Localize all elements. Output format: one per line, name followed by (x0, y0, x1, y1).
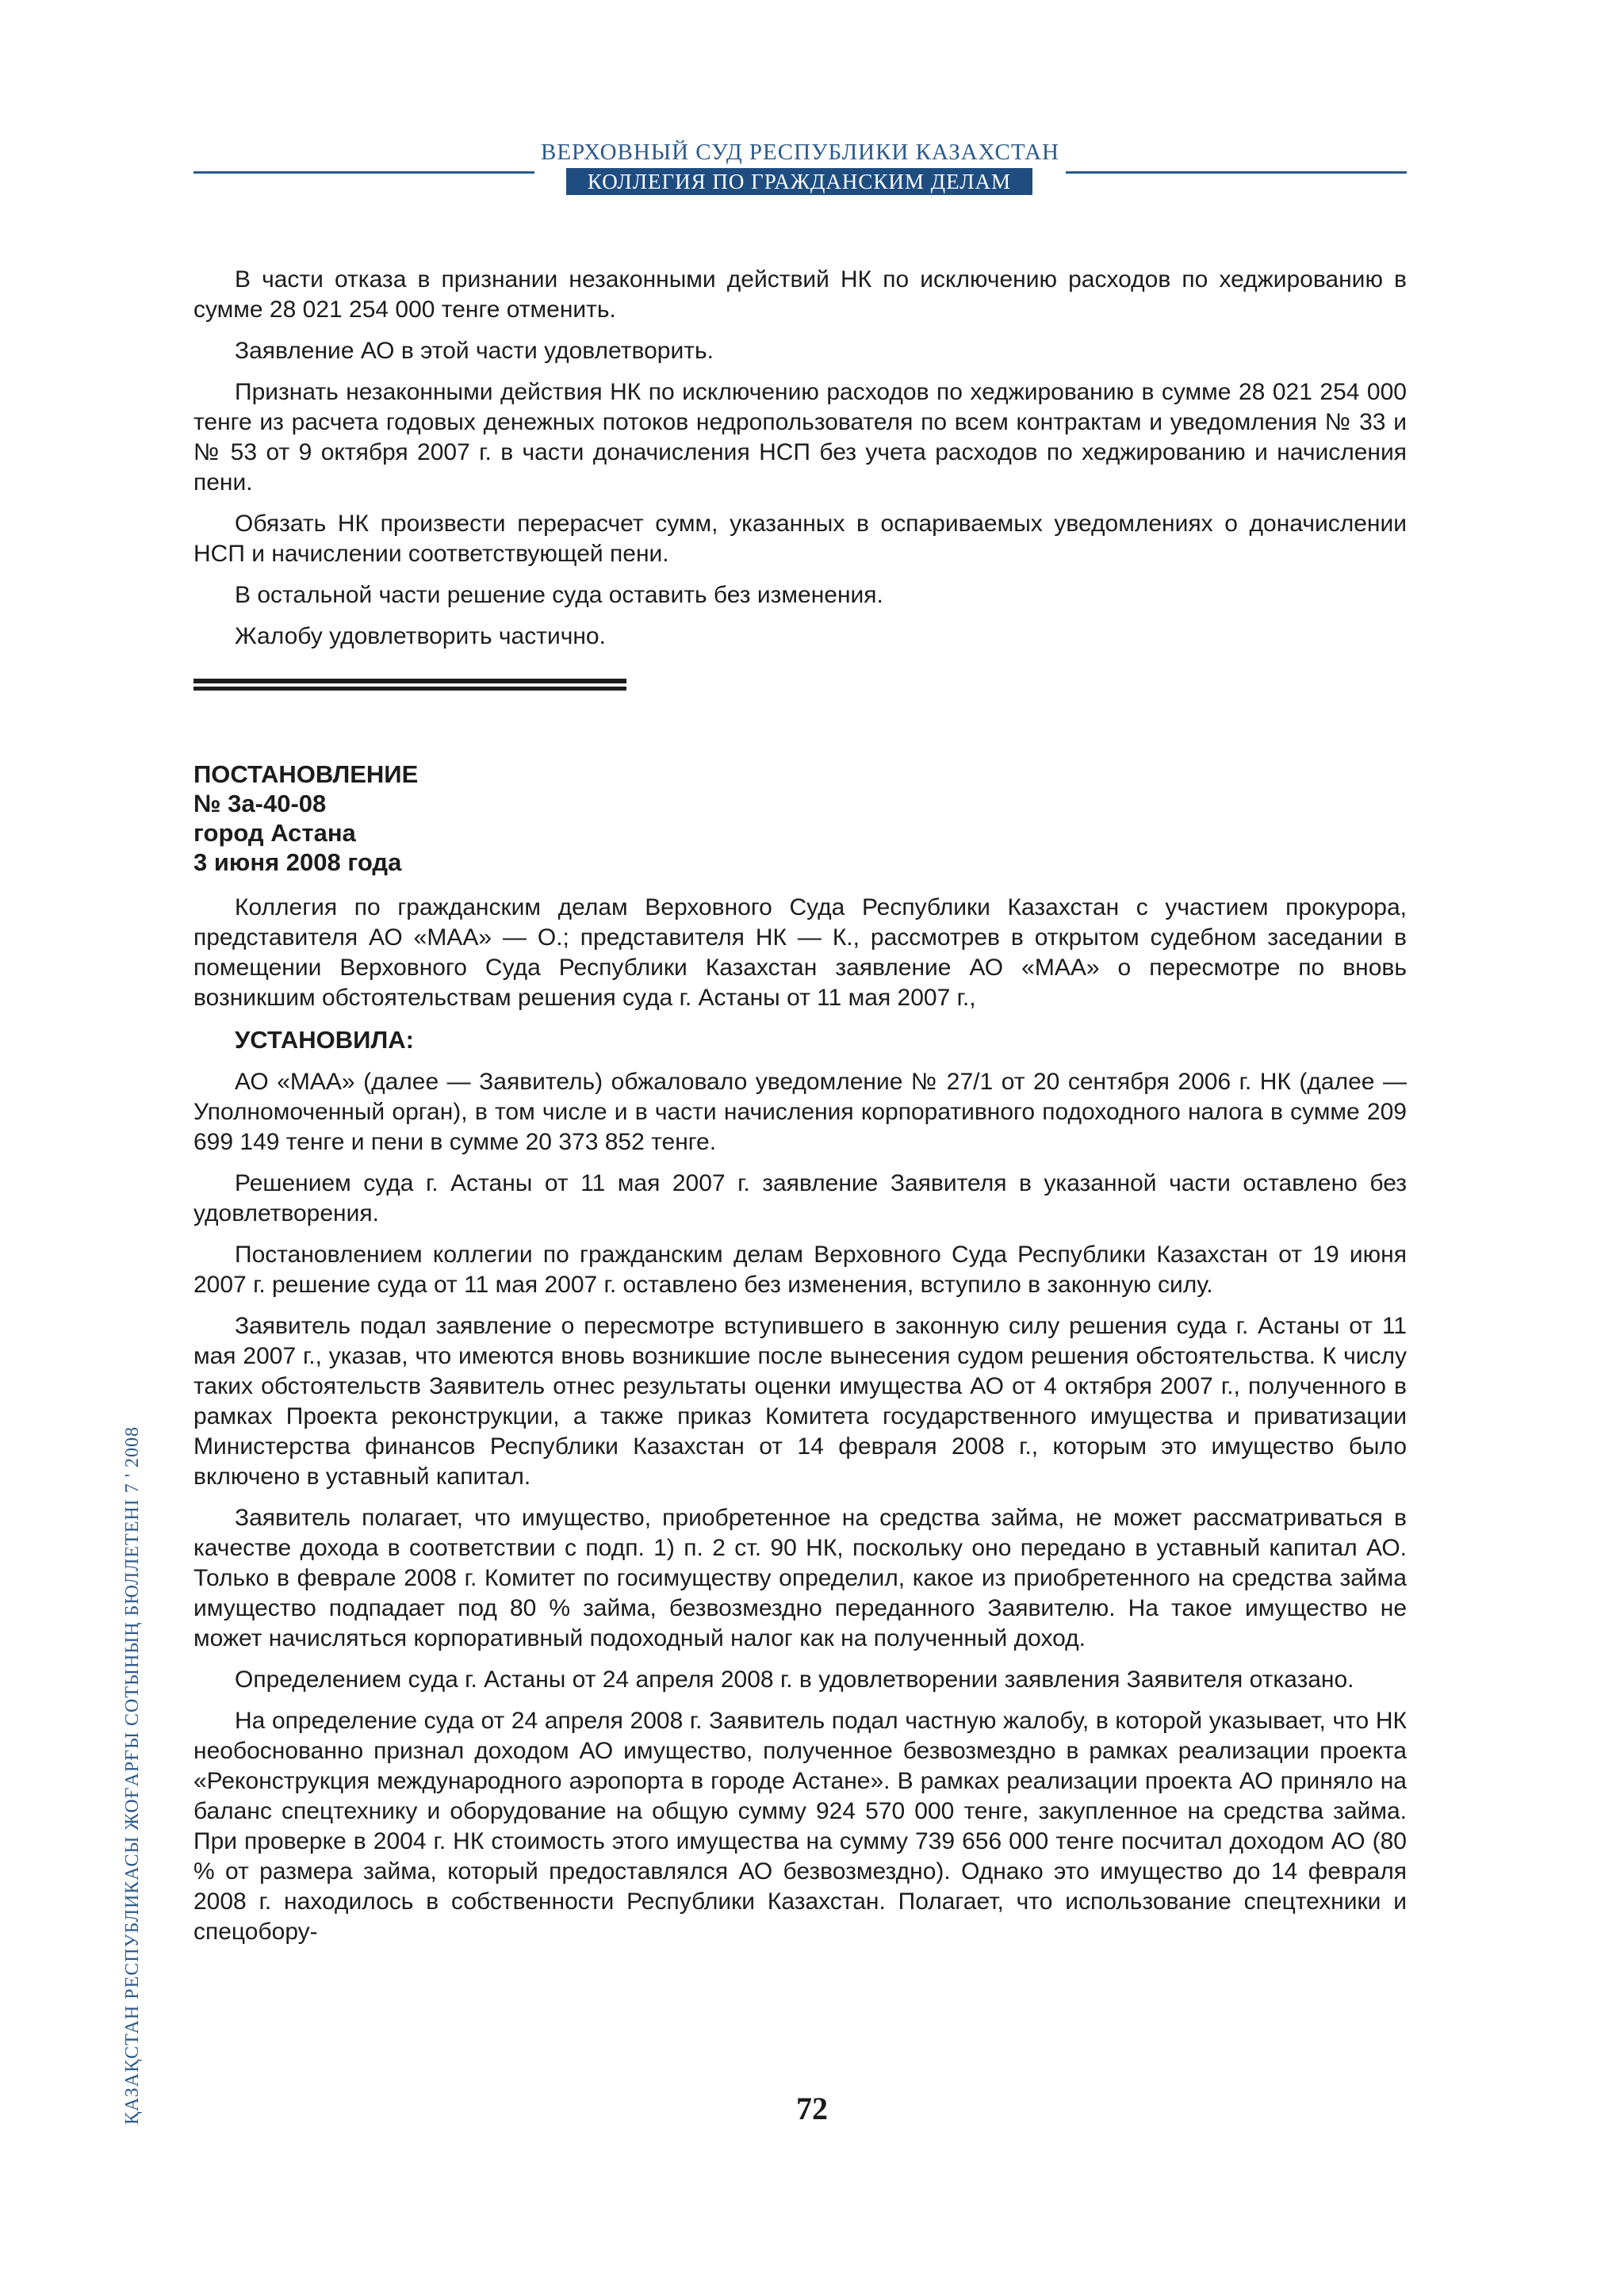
paragraph: Постановлением коллегии по гражданским делам Верховного Суда Республики Казахстан от 19 июня 2007 г. решение суда от 11 мая 2007 г. оставлено без изменения, вступило в законную силу. (193, 1242, 1407, 1298)
paragraph: На определение суда от 24 апреля 2008 г. Заявитель подал частную жалобу, в которой указывает, что НК необоснованно признал доходом АО имущество, полученное безвозмездно в рамках реализации проекта «Реконструкция международного аэропорта в городе Астане». В рамках реализации проекта АО приняло на баланс спецтехнику и оборудование на общую сумму 924 570 000 тенге, закупленное на средства займа. При проверке в 2004 г. НК стоимость этого имущества на сумму 739 656 000 тенге посчитал доходом АО (80 % от размера займа, который предоставлялся АО безвозмездно). Однако это имущество до 14 февраля 2008 г. находилось в собственности Республики Казахстан. Полагает, что использование спецтехники и спецобору- (193, 1708, 1407, 1945)
intro-paragraph: Коллегия по гражданским делам Верховного Суда Республики Казахстан с участием прокурора, представителя АО «МАА» — О.; представителя НК — К., рассмотрев в открытом судебном заседании в помещении Верховного Суда Республики Казахстан заявление АО «МАА» о пересмотре по вновь возникшим обстоятельствам решения суда г. Астаны от 11 мая 2007 г., (193, 894, 1407, 1011)
separator-line (193, 687, 626, 691)
resolution-heading (193, 760, 418, 877)
paragraph: Решением суда г. Астаны от 11 мая 2007 г. заявление Заявителя в указанной части оставлено без удовлетворения. (193, 1170, 1407, 1226)
paragraph: АО «МАА» (далее — Заявитель) обжаловало уведомление № 27/1 от 20 сентября 2006 г. НК (далее — Уполномоченный орган), в том числе и в части начисления корпоративного подоходного налога в сумме 209 699 149 тенге и пени в сумме 20 373 852 тенге. (193, 1069, 1407, 1155)
separator-line (193, 679, 626, 683)
section-separator (193, 679, 626, 691)
court-name: ВЕРХОВНЫЙ СУД РЕСПУБЛИКИ КАЗАХСТАН (540, 140, 1060, 165)
paragraph: Обязать НК произвести перерасчет сумм, указанных в оспариваемых уведомлениях о доначислении НСП и начислении соответствующей пени. (193, 511, 1407, 567)
resolution-date: 3 июня 2008 года (193, 848, 402, 876)
header-rule-right (1066, 171, 1407, 174)
header-rule-left (193, 171, 534, 174)
bulletin-spine-title: ҚАЗАҚСТАН РЕСПУБЛИКАСЫ ЖОҒАРҒЫ СОТЫНЫҢ БЮЛЛЕТЕНІ 7 ' 2008 (122, 1425, 143, 2125)
previous-ruling-conclusion (193, 265, 1407, 663)
paragraph: Признать незаконными действия НК по исключению расходов по хеджированию в сумме 28 021 254 000 тенге из расчета годовых денежных потоков недропользователя по всем контрактам и уведомления № 33 и № 53 от 9 октября 2007 г. в части доначисления НСП без учета расходов по хеджированию и начисления пени. (193, 379, 1407, 496)
paragraph: Определением суда г. Астаны от 24 апреля 2008 г. в удовлетворении заявления Заявителя отказано. (235, 1667, 1354, 1693)
page-number: 72 (796, 2091, 828, 2126)
paragraph: Жалобу удовлетворить частично. (235, 623, 606, 649)
paragraph: В части отказа в признании незаконными действий НК по исключению расходов по хеджированию в сумме 28 021 254 000 тенге отменить. (193, 266, 1407, 323)
resolution-number: № 3а-40-08 (193, 790, 327, 817)
resolution-body (193, 893, 1407, 1958)
resolution-type: ПОСТАНОВЛЕНИЕ (193, 760, 419, 788)
established-heading: УСТАНОВИЛА: (235, 1026, 414, 1054)
section-name-banner: КОЛЛЕГИЯ ПО ГРАЖДАНСКИМ ДЕЛАМ (566, 168, 1032, 195)
paragraph: Заявитель подал заявление о пересмотре вступившего в законную силу решения суда г. Астаны от 11 мая 2007 г., указав, что имеются вновь возникшие после вынесения судом решения обстоятельства. К числу таких обстоятельств Заявитель отнес результаты оценки имущества АО от 4 октября 2007 г., полученного в рамках Проекта реконструкции, а также приказ Комитета государственного имущества и приватизации Министерства финансов Республики Казахстан от 14 февраля 2008 г., которым это имущество было включено в уставный капитал. (193, 1313, 1407, 1490)
paragraph: Заявитель полагает, что имущество, приобретенное на средства займа, не может рассматриваться в качестве дохода в соответствии с подп. 1) п. 2 ст. 90 НК, поскольку оно передано в уставный капитал АО. Только в феврале 2008 г. Комитет по госимуществу определил, какое из приобретенного на средства займа имущество подпадает под 80 % займа, безвозмездно переданного Заявителю. На такое имущество не может начисляться корпоративный подоходный налог как на полученный доход. (193, 1505, 1407, 1651)
paragraph: Заявление АО в этой части удовлетворить. (235, 338, 714, 364)
resolution-city: город Астана (193, 819, 356, 847)
paragraph: В остальной части решение суда оставить без изменения. (235, 582, 883, 608)
running-header (193, 136, 1407, 200)
